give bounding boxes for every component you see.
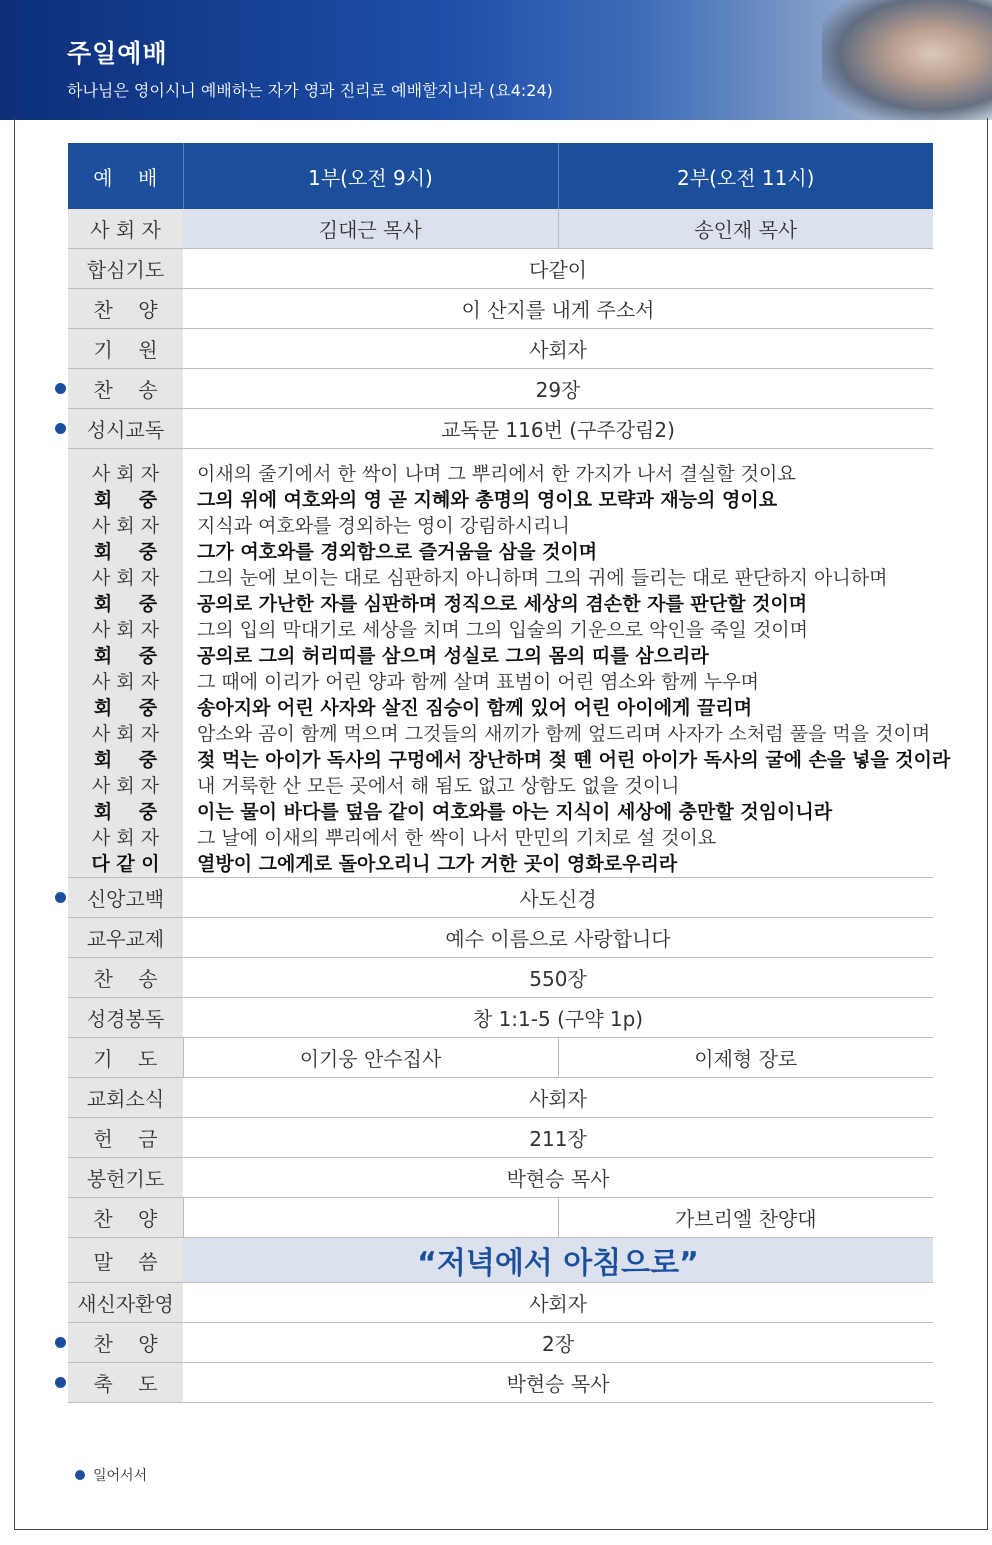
row-label xyxy=(68,958,183,998)
second-service-value: 가브리엘 찬양대 xyxy=(558,1198,933,1238)
row-label-text: 찬 양 xyxy=(93,1207,158,1231)
row-value: 211장 xyxy=(183,1118,933,1158)
order-row xyxy=(68,1118,933,1158)
row-label-text: 교회소식 xyxy=(86,1087,165,1111)
order-row xyxy=(68,998,933,1038)
order-row xyxy=(68,1323,933,1363)
row-value: 29장 xyxy=(183,369,933,409)
standing-dot-icon xyxy=(75,1470,85,1480)
row-label-text: 신앙고백 xyxy=(86,887,165,911)
reading-line: 그가 여호와를 경외함으로 즐거움을 삼을 것이며 xyxy=(197,541,598,563)
standing-dot-icon xyxy=(55,1337,66,1348)
order-row xyxy=(68,409,933,449)
row-value: 2장 xyxy=(183,1323,933,1363)
responsive-reading-row xyxy=(68,449,933,878)
reading-speaker: 회 중 xyxy=(93,697,158,719)
row-label xyxy=(68,878,183,918)
row-label xyxy=(68,409,183,449)
first-service-presider: 김대근 목사 xyxy=(183,209,558,249)
order-row xyxy=(68,369,933,409)
row-label xyxy=(68,918,183,958)
row-value: 박현승 목사 xyxy=(183,1363,933,1403)
standing-dot-icon xyxy=(55,892,66,903)
first-service-value: 이기웅 안수집사 xyxy=(183,1038,558,1078)
row-label-text: 합심기도 xyxy=(86,258,165,282)
row-value: 이 산지를 내게 주소서 xyxy=(183,289,933,329)
order-row xyxy=(68,958,933,998)
reading-line: 송아지와 어린 사자와 살진 짐승이 함께 있어 어린 아이에게 끌리며 xyxy=(197,697,753,719)
table-header-row xyxy=(68,143,933,209)
row-label-text: 찬 송 xyxy=(93,378,158,402)
row-label xyxy=(68,289,183,329)
reading-line: 그의 입의 막대기로 세상을 치며 그의 입술의 기운으로 악인을 죽일 것이며 xyxy=(197,619,809,641)
reading-speaker: 회 중 xyxy=(93,489,158,511)
row-label xyxy=(68,1283,183,1323)
order-row xyxy=(68,1078,933,1118)
footnote xyxy=(75,1465,147,1485)
row-label-text: 찬 송 xyxy=(93,967,158,991)
standing-dot-icon xyxy=(55,1377,66,1388)
reading-line: 그의 위에 여호와의 영 곧 지혜와 총명의 영이요 모략과 재능의 영이요 xyxy=(197,489,778,511)
reading-speaker: 사 회 자 xyxy=(91,671,160,693)
reading-line: 열방이 그에게로 돌아오리니 그가 거한 곳이 영화로우리라 xyxy=(197,853,678,875)
reading-speaker: 다 같 이 xyxy=(91,853,160,875)
order-row xyxy=(68,289,933,329)
row-label: 사 회 자 xyxy=(68,209,183,249)
reading-speaker: 사 회 자 xyxy=(91,463,160,485)
reading-line: 공의로 가난한 자를 심판하며 정직으로 세상의 겸손한 자를 판단할 것이며 xyxy=(197,593,808,615)
row-label-text: 찬 양 xyxy=(93,298,158,322)
row-label xyxy=(68,1118,183,1158)
row-label-text: 기 도 xyxy=(93,1047,158,1071)
page-subtitle: 하나님은 영이시니 예배하는 자가 영과 진리로 예배할지니라 (요4:24) xyxy=(67,81,553,100)
prayer-row xyxy=(68,1038,933,1078)
row-label-text: 성시교독 xyxy=(86,418,165,442)
reading-speaker: 사 회 자 xyxy=(91,619,160,641)
order-row xyxy=(68,329,933,369)
row-label-text: 말 씀 xyxy=(93,1249,158,1274)
reading-line: 그의 눈에 보이는 대로 심판하지 아니하며 그의 귀에 들리는 대로 판단하지 아니하며 xyxy=(197,567,888,589)
row-value: 550장 xyxy=(183,958,933,998)
reading-speaker: 회 중 xyxy=(93,801,158,823)
sermon-title: “저녁에서 아침으로” xyxy=(183,1238,933,1283)
row-label-text: 새신자환영 xyxy=(77,1292,174,1316)
column-header-second-service: 2부(오전 11시) xyxy=(558,143,933,209)
reading-line: 이새의 줄기에서 한 싹이 나며 그 뿌리에서 한 가지가 나서 결실할 것이요 xyxy=(197,463,796,485)
row-label xyxy=(68,369,183,409)
responsive-speakers xyxy=(68,449,183,878)
row-label xyxy=(68,1038,183,1078)
column-header-first-service: 1부(오전 9시) xyxy=(183,143,558,209)
reading-line: 그 때에 이리가 어린 양과 함께 살며 표범이 어린 염소와 함께 누우며 xyxy=(197,671,759,693)
order-row xyxy=(68,918,933,958)
order-row xyxy=(68,249,933,289)
reading-line: 암소와 곰이 함께 먹으며 그것들의 새끼가 함께 엎드리며 사자가 소처럼 풀을 먹을 것이며 xyxy=(197,723,931,745)
row-label xyxy=(68,1323,183,1363)
reading-speaker: 회 중 xyxy=(93,645,158,667)
reading-line: 그 날에 이새의 뿌리에서 한 싹이 나서 만민의 기치로 설 것이요 xyxy=(197,827,717,849)
row-label-text: 교우교제 xyxy=(86,927,165,951)
row-value: 다같이 xyxy=(183,249,933,289)
standing-dot-icon xyxy=(55,383,66,394)
column-header-label: 예 배 xyxy=(68,143,183,209)
order-row xyxy=(68,1363,933,1403)
row-label xyxy=(68,1078,183,1118)
row-label xyxy=(68,1158,183,1198)
row-value: 사도신경 xyxy=(183,878,933,918)
reading-line: 공의로 그의 허리띠를 삼으며 성실로 그의 몸의 띠를 삼으리라 xyxy=(197,645,709,667)
reading-speaker: 사 회 자 xyxy=(91,723,160,745)
presider-row xyxy=(68,209,933,249)
first-service-value xyxy=(183,1198,558,1238)
order-row xyxy=(68,1283,933,1323)
row-label xyxy=(68,1363,183,1403)
order-row xyxy=(68,1158,933,1198)
row-value: 사회자 xyxy=(183,329,933,369)
row-value: 사회자 xyxy=(183,1078,933,1118)
reading-speaker: 사 회 자 xyxy=(91,775,160,797)
row-label-text: 헌 금 xyxy=(93,1127,158,1151)
row-label-text: 기 원 xyxy=(93,338,158,362)
reading-speaker: 회 중 xyxy=(93,541,158,563)
row-label-text: 성경봉독 xyxy=(86,1007,165,1031)
row-value: 박현승 목사 xyxy=(183,1158,933,1198)
row-value: 창 1:1-5 (구약 1p) xyxy=(183,998,933,1038)
responsive-texts xyxy=(183,449,951,878)
reading-line: 지식과 여호와를 경외하는 영이 강림하시리니 xyxy=(197,515,570,537)
row-label-text: 찬 양 xyxy=(93,1332,158,1356)
row-value: 예수 이름으로 사랑합니다 xyxy=(183,918,933,958)
reading-speaker: 사 회 자 xyxy=(91,515,160,537)
reading-line: 이는 물이 바다를 덮음 같이 여호와를 아는 지식이 세상에 충만할 것임이니라 xyxy=(197,801,833,823)
row-label xyxy=(68,1198,183,1238)
row-label xyxy=(68,998,183,1038)
header-banner xyxy=(0,0,992,120)
reading-line: 내 거룩한 산 모든 곳에서 해 됨도 없고 상함도 없을 것이니 xyxy=(197,775,680,797)
reading-speaker: 회 중 xyxy=(93,593,158,615)
page-title: 주일예배 xyxy=(67,39,168,68)
worship-order-table xyxy=(68,143,951,1403)
reading-speaker: 사 회 자 xyxy=(91,567,160,589)
row-label-text: 봉헌기도 xyxy=(86,1167,165,1191)
row-label xyxy=(68,1238,183,1283)
order-row xyxy=(68,878,933,918)
reading-speaker: 회 중 xyxy=(93,749,158,771)
second-service-value: 이제형 장로 xyxy=(558,1038,933,1078)
row-value: 사회자 xyxy=(183,1283,933,1323)
praying-hands-image xyxy=(822,0,992,120)
row-value: 교독문 116번 (구주강림2) xyxy=(183,409,933,449)
standing-dot-icon xyxy=(55,423,66,434)
row-label xyxy=(68,329,183,369)
second-service-presider: 송인재 목사 xyxy=(558,209,933,249)
row-label-text: 축 도 xyxy=(93,1372,158,1396)
row-label xyxy=(68,249,183,289)
sermon-row xyxy=(68,1238,933,1283)
footnote-text: 일어서서 xyxy=(93,1468,148,1484)
reading-speaker: 사 회 자 xyxy=(91,827,160,849)
reading-line: 젖 먹는 아이가 독사의 구멍에서 장난하며 젖 뗀 어린 아이가 독사의 굴에 손을 넣을 것이라 xyxy=(197,749,951,771)
anthem-row xyxy=(68,1198,933,1238)
